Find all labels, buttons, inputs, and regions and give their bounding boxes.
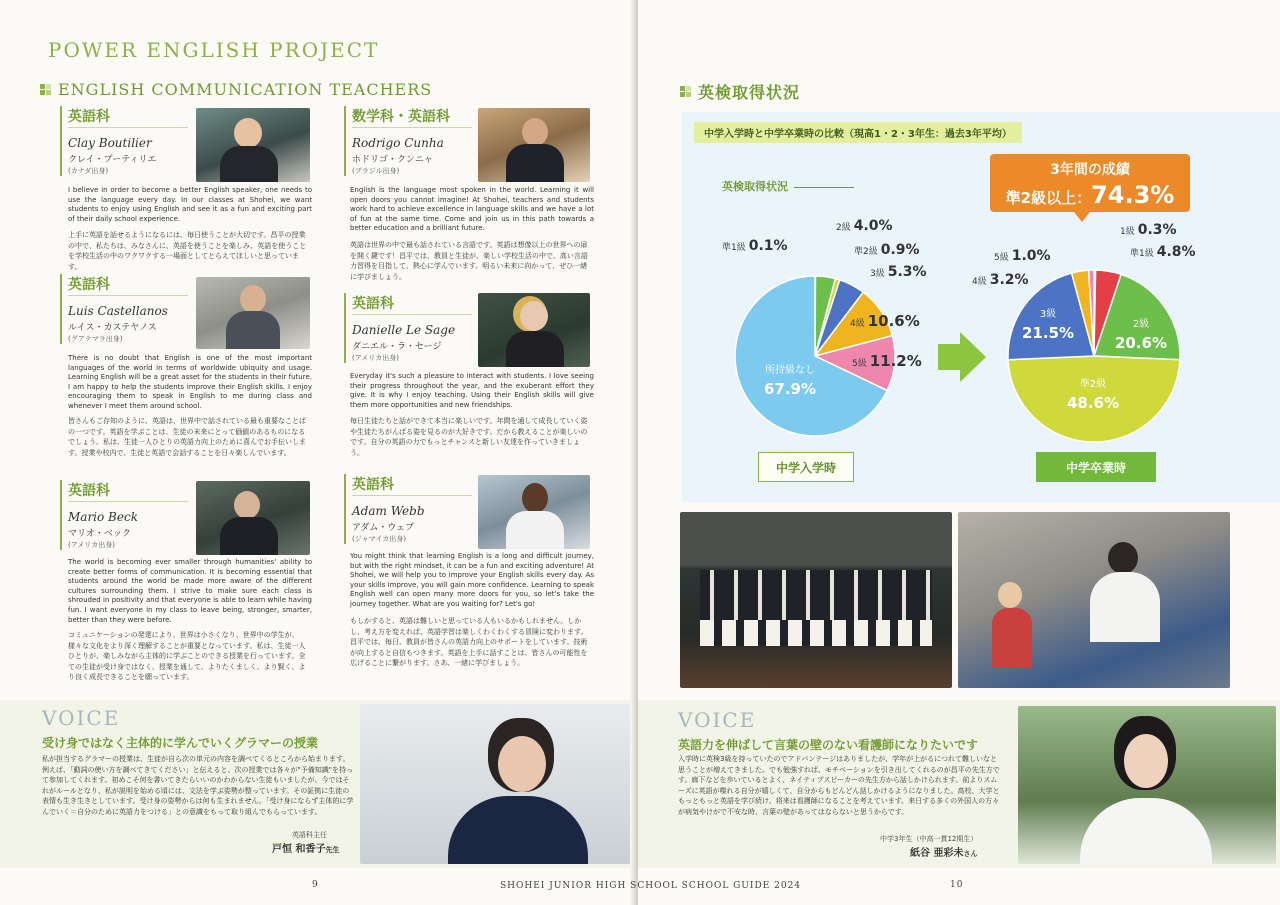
pie2-label-k3: [1016, 306, 1080, 342]
chart-label: 英検取得状況: [722, 180, 788, 193]
teacher-kana: ダニエル・ラ・セージ: [352, 342, 442, 352]
teacher-japanese-text: 皆さんもご存知のように、英語は、世界中で話されている最も重要なことばの一つです。英語を学ぶことは、生徒の未来にとって価値のあるものになるでしょう。私は、生徒一人ひとりの英語力向上のために喜んでお手伝いします。授業や校内で、生徒と英語で会話することを日々楽しんでいます。: [68, 417, 306, 457]
teacher-origin: (アメリカ出身): [68, 541, 115, 549]
teacher-name: Danielle Le Sage: [352, 323, 456, 337]
pie2-label-k2: [1106, 316, 1176, 352]
pie1-label-k5-name: 5級: [852, 359, 867, 369]
teacher-photo-clay: [196, 108, 310, 182]
result-line1: 3年間の成績: [1050, 162, 1130, 178]
pie2-label-jun2: [1058, 376, 1128, 412]
pie2-label-k4: [972, 272, 1029, 288]
voice-signature-right: [910, 844, 977, 859]
teacher-name: Rodrigo Cunha: [352, 136, 444, 150]
pie2-label-k5: [994, 248, 1051, 264]
page-number-left: 9: [312, 880, 319, 890]
pie2-label-k5-name: 5級: [994, 253, 1009, 263]
pie1-label-k5-value: 11.2%: [869, 352, 922, 370]
teacher-english-text: Everyday it's such a pleasure to interact with students. I love seeing their progress throughout the year, and the exuberant effort they give. It is why I enjoy teaching. Using their English skills will give them more opportunities and new friendships.: [350, 372, 594, 409]
pie1-label-none-name: 所持級なし: [765, 365, 815, 376]
pie1-label-jun1: [722, 238, 788, 254]
eiken-section-label: 英検取得状況: [698, 83, 801, 102]
teacher-kana: クレイ・ブーティリエ: [68, 155, 157, 165]
pie1-label-jun1-value: 0.1%: [748, 238, 788, 254]
result-line2: 準2級以上：: [1005, 189, 1092, 207]
pie2-label-k3-value: 21.5%: [1021, 324, 1075, 342]
voice-body-right: 入学時に英検3級を持っていたのでアドバンテージはありましたが、学年が上がるにつれて難しいなと思うことが増えてきました。でも勉強すれば、モチベーションを引き出してくれるのが昌平の先生方です。廊下などを歩いているとよく、ネイティブスピーカーの先生方から話しかけられます。前よりスムーズに英語が喋れる自分が嬉しくて、自分からもどんどん話しかけるようになりました。高校、大学ともっともっと英語を学び続け、将来は看護師になることを考えています。来日する多くの外国人の方々が病気やけがで不安な時、言葉の壁があってはならないと思うからです。: [678, 755, 1000, 816]
teacher-japanese-text: 英語は世界の中で最も話されている言語です。英語は想像以上の世界への扉を開く鍵です！昌平では、教員と生徒が、楽しい学校生活の中で、高い言語力習得を目指して、熱心に学んでいます。明るい未来に向かって、ぜひ一緒に学びましょう。: [350, 241, 588, 281]
bullet-squares-icon: [40, 84, 52, 96]
pie2-label-jun2-name: 準2級: [1079, 379, 1107, 390]
pie1-label-k2-name: 2級: [836, 223, 851, 233]
pie2-label-k4-value: 3.2%: [989, 272, 1029, 288]
teacher-kana: ホドリゴ・クンニャ: [352, 155, 433, 165]
teacher-origin: (ジャマイカ出身): [352, 535, 406, 543]
teacher-name: Clay Boutilier: [68, 136, 152, 150]
pie2-caption: 中学卒業時: [1036, 452, 1156, 482]
teacher-name: Mario Beck: [68, 510, 138, 524]
teacher-photo-danielle: [478, 293, 590, 367]
comparison-title: 中学入学時と中学卒業時の比較（現高1・2・3年生：過去3年平均）: [694, 122, 1022, 143]
teacher-subject: 英語科: [68, 106, 188, 128]
teacher-subject: 英語科: [68, 274, 188, 296]
teacher-subject: 英語科: [352, 293, 472, 315]
teacher-kana: ルイス・カステヤノス: [68, 323, 157, 333]
pie2-label-jun1-value: 4.8%: [1156, 244, 1196, 260]
students-interaction-photo: [958, 512, 1230, 688]
voice-signature-left: [272, 840, 339, 855]
teacher-kana: アダム・ウェブ: [352, 523, 415, 533]
pie2-label-k5-value: 1.0%: [1011, 248, 1051, 264]
voice-suffix-left: 先生: [325, 846, 340, 854]
pie2-label-k2-name: 2級: [1132, 319, 1150, 330]
voice-body-left: 私が担当するグラマーの授業は、生徒が自ら次の単元の内容を調べてくるところから始まります。例えば、「動詞の使い方を調べてきてください」と伝えると、次の授業では各々が"予備知識"を持って参加してくれます。初めこそ何を書いてきたらいいのかわからない生徒もいましたが、今ではそれがルールとなり、私が説明を始める頃には、文法を学ぶ姿勢が整っています。その証拠に生徒の表情も生き生きとしています。受け身の姿勢からは何も生まれません。「受け身にならず主体的に学んでいく＝自分のために英語力をつける」との意識をもって取り組んでもらっています。: [42, 755, 354, 816]
teacher-english-text: You might think that learning English is a long and difficult journey, but with the right mindset, it can be a fun and exciting adventure! At Shohei, we will help you to improve your English skills every day. As your skills improve, you will gain more confidence. Learning to speak English well can open many more doors for you, so let's take the journey together. What are you waiting for? Let's go!: [350, 552, 594, 608]
teacher-name: Adam Webb: [352, 504, 425, 518]
teacher-photo-mario: [196, 481, 310, 555]
pie1-label-k4-name: 4級: [850, 319, 865, 329]
teacher-english-text: There is no doubt that English is one of the most important languages of the world in terms of worldwide ubiquity and usage. Learning English will be a great asset for the students in their future. I am happy to help the students improve their English skills. I enjoy encouraging them to speak in English to me during class and whenever I meet them around school.: [68, 354, 312, 410]
pie1-label-jun1-name: 準1級: [722, 243, 746, 253]
teachers-section-label: ENGLISH COMMUNICATION TEACHERS: [58, 80, 433, 99]
voice-photo-student: [1018, 706, 1276, 864]
pie1-label-k2-value: 4.0%: [853, 218, 893, 234]
teacher-japanese-text: もしかすると、英語は難しいと思っている人もいるかもしれません。しかし、考え方を変えれば、英語学習は楽しくわくわくする冒険に変わります。昌平では、毎日、教員が皆さんの英語力向上のサポートをしています。技術が向上すると自信もつきます。英語を上手に話すことは、皆さんの可能性を広げることに繋がります。さあ、一緒に学びましょう。: [350, 617, 588, 667]
students-group-photo: [680, 512, 952, 688]
voice-suffix-right: さん: [963, 850, 978, 858]
teacher-english-text: I believe in order to become a better English speaker, one needs to use the language every day. In our classes at Shohei, we want students to enjoy using English and see it as a fun and exciting part of their daily school experience.: [68, 186, 312, 223]
pie2-label-k1: [1120, 222, 1177, 238]
eiken-pies-svg: [638, 0, 1280, 520]
pie-graduation: [1008, 270, 1180, 442]
teacher-japanese-text: コミュニケーションの発達により、世界は小さくなり、世界中の学生が、様々な文化をより深く理解することが重要となっています。私は、生徒一人ひとりが、楽しみながら主体的に学ぶことのできる授業を行っています。全ての生徒が受け身ではなく、授業を通して、よりたくましく、より賢く、より良く成長できることを願っています。: [68, 631, 306, 681]
teacher-subject: 英語科: [68, 480, 188, 502]
voice-heading-left: 受け身ではなく主体的に学んでいくグラマーの授業: [42, 736, 319, 750]
pie2-label-k1-value: 0.3%: [1137, 222, 1177, 238]
teacher-origin: (カナダ出身): [68, 167, 109, 175]
teacher-subject: 英語科: [352, 474, 472, 496]
voice-role-right: 中学3年生（中高一貫12期生）: [880, 835, 978, 843]
result-value: 74.3%: [1091, 181, 1175, 209]
pie1-label-k4-value: 10.6%: [867, 312, 920, 330]
pie1-label-k3-value: 5.3%: [887, 264, 927, 280]
voice-photo-teacher: [360, 704, 632, 864]
teacher-subject: 数学科・英語科: [352, 106, 472, 128]
teacher-photo-luis: [196, 277, 310, 349]
pie1-label-k4: [850, 312, 920, 330]
pie1-label-k3: [870, 264, 927, 280]
page-number-right: 10: [950, 880, 964, 890]
voice-heading-right: 英語力を伸ばして言葉の壁のない看護師になりたいです: [678, 738, 979, 752]
teacher-photo-rodrigo: [478, 108, 590, 182]
teacher-origin: (グアテマラ出身): [68, 335, 123, 343]
pie1-label-jun2-name: 準2級: [854, 247, 878, 257]
pie1-label-jun2: [854, 242, 920, 258]
right-page: [638, 0, 1280, 905]
voice-name-right: 紙谷 亜彩未: [910, 848, 964, 859]
project-title: POWER ENGLISH PROJECT: [48, 38, 380, 62]
guide-footer: SHOHEI JUNIOR HIGH SCHOOL SCHOOL GUIDE 2024: [500, 881, 802, 891]
pie2-label-k2-value: 20.6%: [1114, 334, 1168, 352]
voice-title-right: VOICE: [678, 708, 757, 732]
pie1-label-jun2-value: 0.9%: [880, 242, 920, 258]
pie2-label-k4-name: 4級: [972, 277, 987, 287]
left-page: [0, 0, 636, 905]
pie1-label-k3-name: 3級: [870, 269, 885, 279]
voice-title-left: VOICE: [42, 706, 121, 730]
teacher-origin: (アメリカ出身): [352, 354, 399, 362]
pie1-caption: 中学入学時: [758, 452, 854, 482]
pie2-label-jun1-name: 準1級: [1130, 249, 1154, 259]
teachers-section-title: [40, 80, 432, 99]
pie1-label-none: [750, 362, 830, 398]
pie1-label-k5: [852, 352, 922, 370]
pie2-label-k3-name: 3級: [1039, 309, 1057, 320]
teacher-english-text: The world is becoming ever smaller through humanities' ability to create better forms of communication. It is becoming essential that students around the world be made more aware of the different cultures surrounding them. I strive to make sure each class is shrouded in positivity and that everyone is able to learn while having fun. I want everyone in my class to leave being, stronger, smarter, better than they were before.: [68, 558, 312, 624]
pie2-label-jun1: [1130, 244, 1196, 260]
teacher-japanese-text: 毎日生徒たちと話ができて本当に楽しいです。年間を通して成長していく姿や生徒たちがんばる姿を見るのが大好きです。だから教えることが楽しいのです。自分の英語の力でもっとチャンスと新しい友達を作っていきましょう。: [350, 417, 588, 457]
teacher-origin: (ブラジル出身): [352, 167, 400, 175]
teacher-name: Luis Castellanos: [68, 304, 168, 318]
pie1-label-none-value: 67.9%: [763, 380, 817, 398]
teacher-japanese-text: 上手に英語を話せるようになるには、毎日使うことが大切です。昌平の授業の中で、私たちは、みなさんに、英語を使うことを楽しみ、英語を使うことを学校生活の中のワクワクする一場面としてとらえてほしいと思っています。: [68, 231, 307, 271]
voice-name-left: 戸恒 和香子: [272, 844, 326, 855]
teacher-english-text: English is the language most spoken in the world. Learning it will open doors you cannot imagine! At Shohei, teachers and students work hard to achieve excellence in language skills and we have a lot of fun at the same time. Come and join us in this path towards a better education and a brilliant future.: [350, 186, 594, 233]
pie1-label-k2: [836, 218, 893, 234]
pie2-label-jun2-value: 48.6%: [1066, 394, 1120, 412]
teacher-photo-adam: [478, 475, 590, 549]
voice-role-left: 英語科主任: [292, 831, 327, 839]
pie2-label-k1-name: 1級: [1120, 227, 1135, 237]
teacher-kana: マリオ・ベック: [68, 529, 131, 539]
